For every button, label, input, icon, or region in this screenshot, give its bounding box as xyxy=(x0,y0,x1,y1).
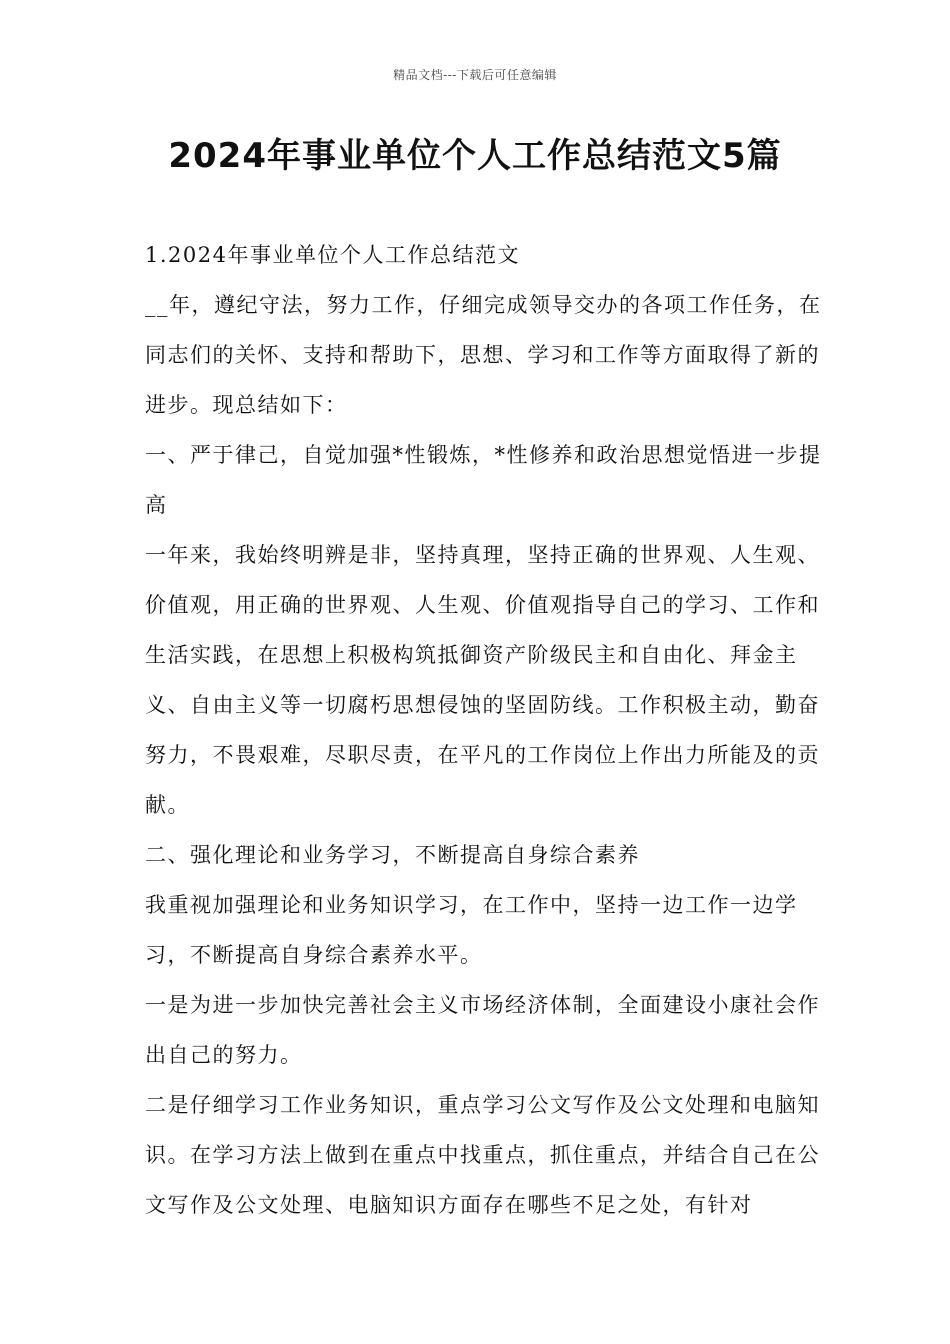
document-body xyxy=(145,230,825,1230)
paragraph-point-one: 一是为进一步加快完善社会主义市场经济体制，全面建设小康社会作出自己的努力。 xyxy=(145,993,820,1067)
header-note: 精品文档---下载后可任意编辑 xyxy=(393,68,557,82)
section-heading-one: 一、严于律己，自觉加强*性锻炼，*性修养和政治思想觉悟进一步提高 xyxy=(145,443,822,517)
paragraph-point-two: 二是仔细学习工作业务知识，重点学习公文写作及公文处理和电脑知识。在学习方法上做到在重点中找重点，抓住重点，并结合自己在公文写作及公文处理、电脑知识方面存在哪些不足之处，有针对 xyxy=(145,1093,820,1217)
paragraph-two: 我重视加强理论和业务知识学习，在工作中，坚持一边工作一边学习，不断提高自身综合素养水平。 xyxy=(145,893,798,967)
paragraph-one: 一年来，我始终明辨是非，坚持真理，坚持正确的世界观、人生观、价值观，用正确的世界观、人生观、价值观指导自己的学习、工作和生活实践，在思想上积极构筑抵御资产阶级民主和自由化、拜金主义、自由主义等一切腐朽思想侵蚀的坚固防线。工作积极主动，勤奋努力，不畏艰难，尽职尽责，在平凡的工作岗位上作出力所能及的贡献。 xyxy=(145,543,820,817)
paragraph-intro: __年，遵纪守法，努力工作，仔细完成领导交办的各项工作任务，在同志们的关怀、支持和帮助下，思想、学习和工作等方面取得了新的进步。现总结如下： xyxy=(145,293,822,417)
section-heading-1: 1.2024年事业单位个人工作总结范文 xyxy=(145,243,520,267)
document-title: 2024年事业单位个人工作总结范文5篇 xyxy=(168,136,782,176)
section-heading-two: 二、强化理论和业务学习，不断提高自身综合素养 xyxy=(145,843,640,867)
